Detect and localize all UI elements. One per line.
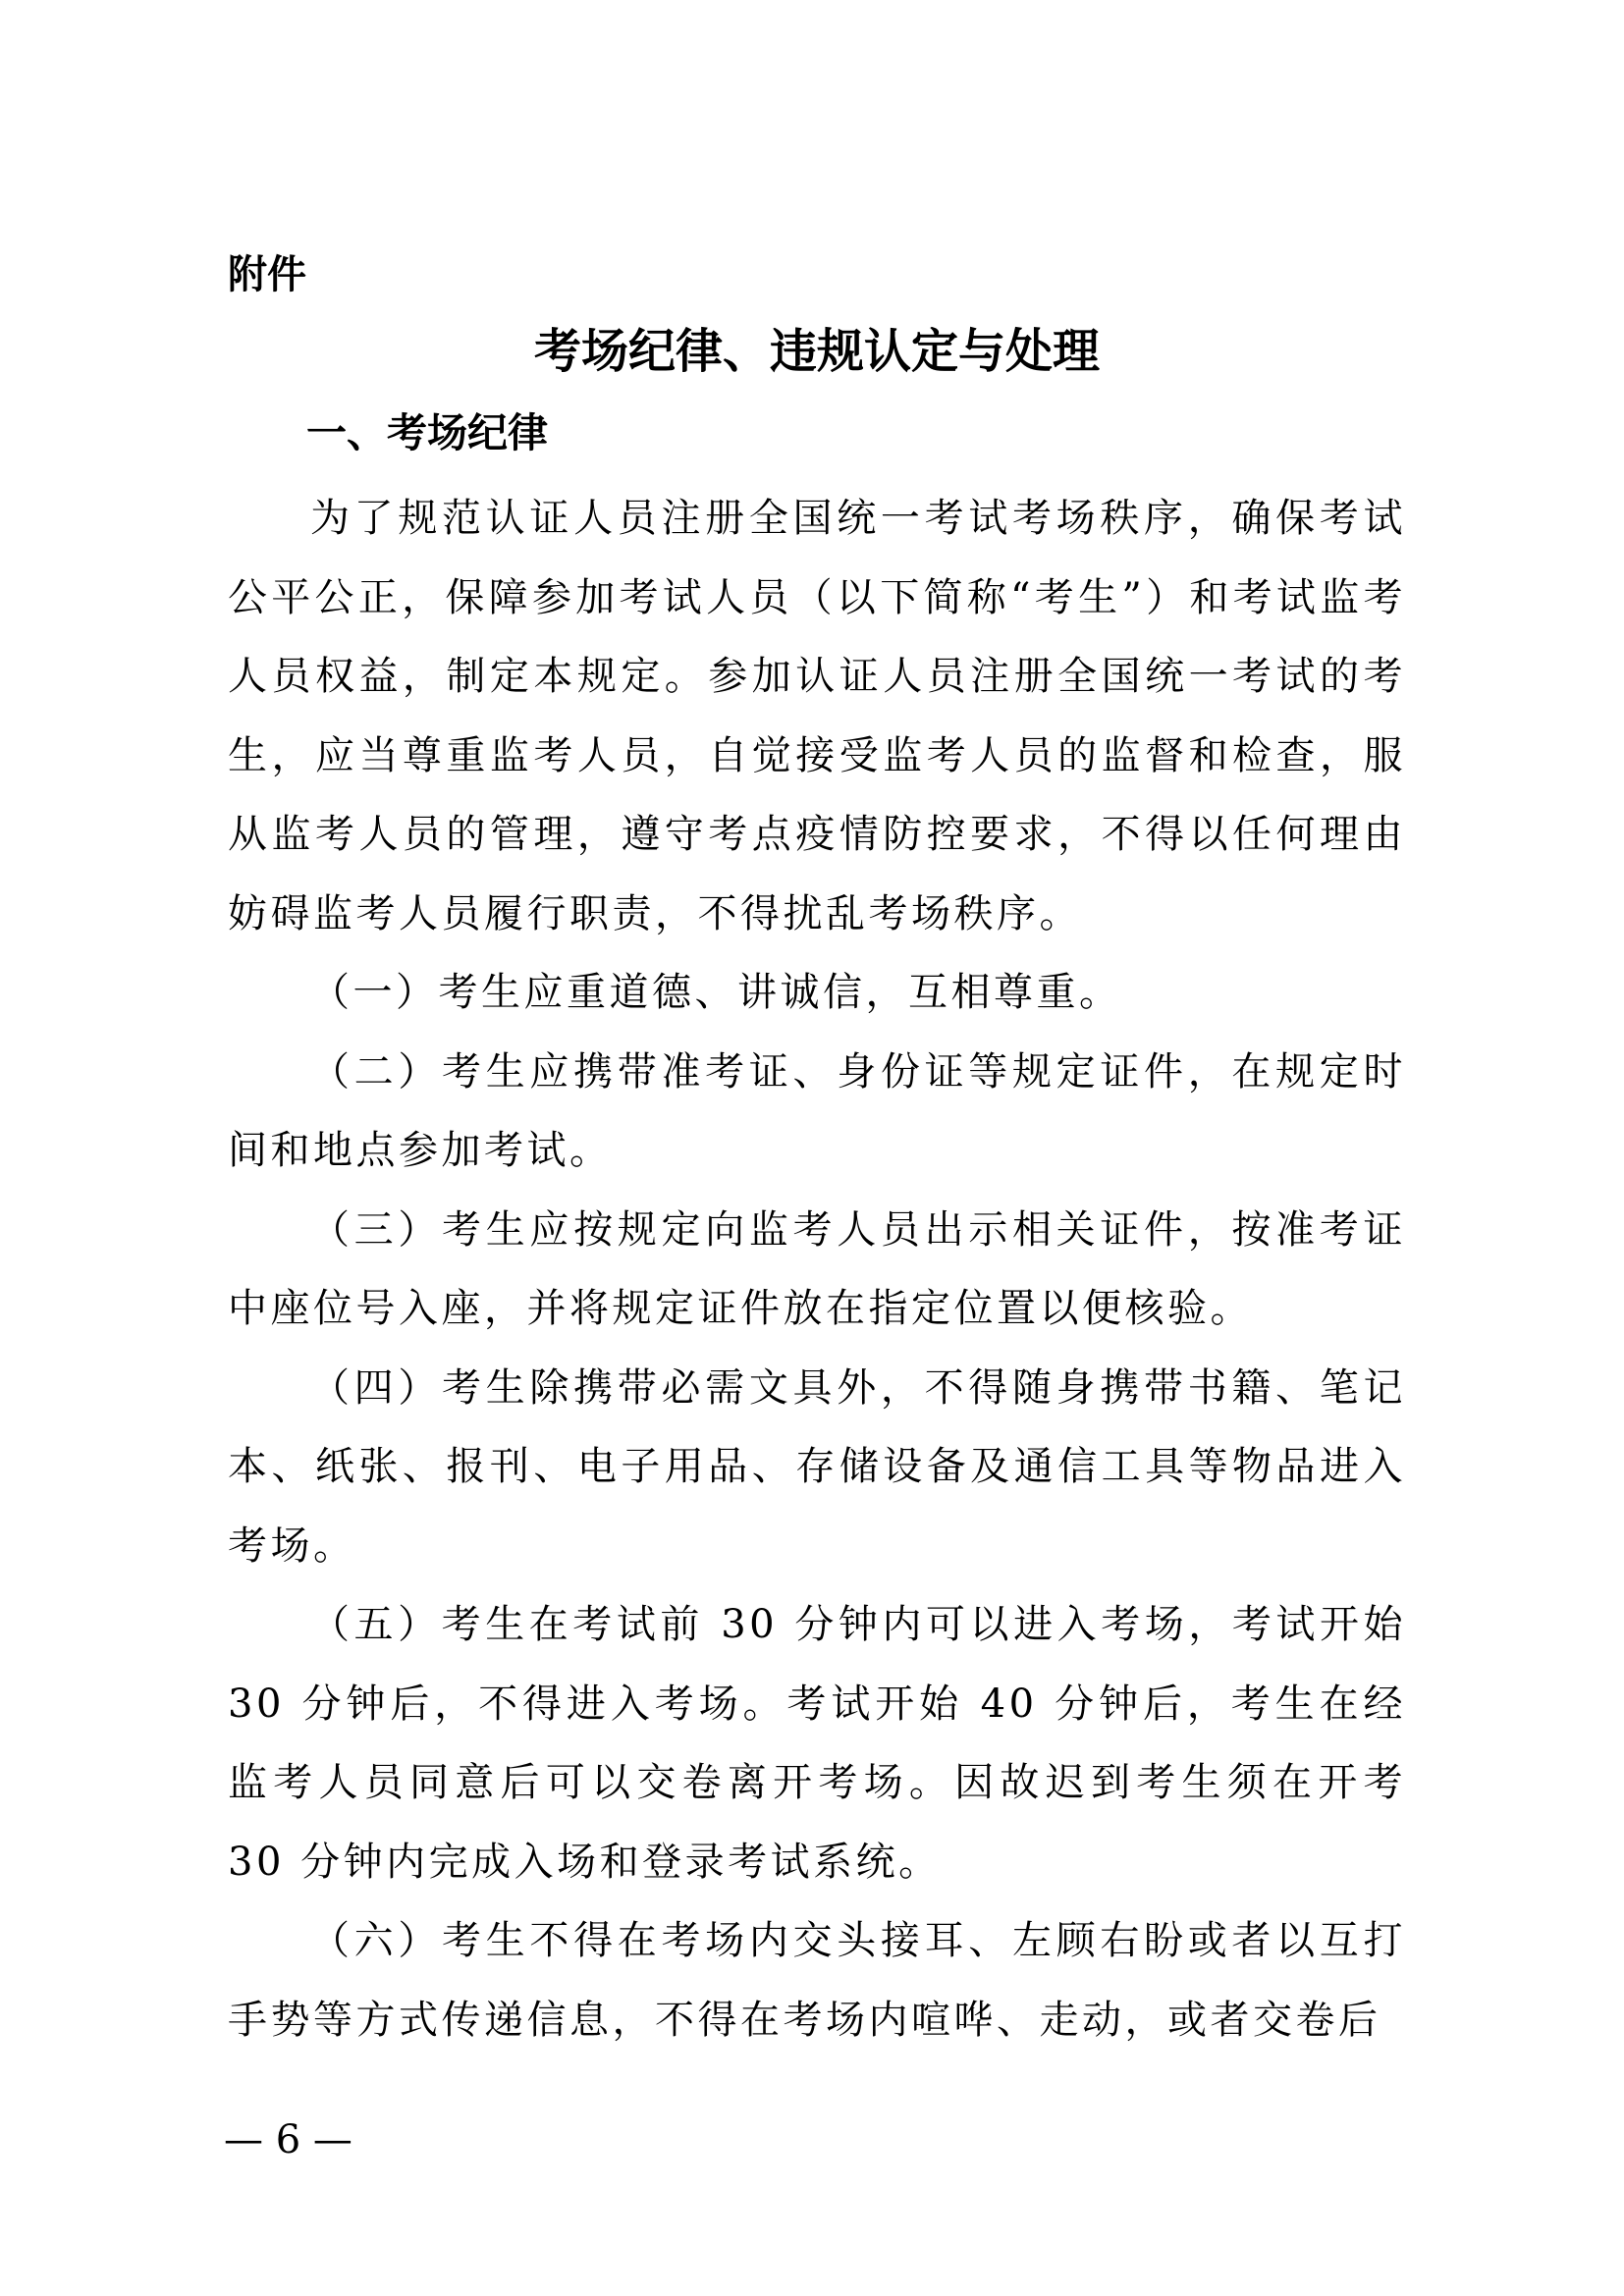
paragraph-item-1: （一）考生应重道德、讲诚信，互相尊重。 xyxy=(310,970,1122,1015)
paragraph-item-5: （五）考生在考试前 30 分钟内可以进入考场，考试开始 30 分钟后，不得进入考场。考试开始 40 分钟后，考生在经监考人员同意后可以交卷离开考场。因故迟到考生须在开考 30 分钟内完成入场和登录考试系统。 xyxy=(228,1602,1406,1885)
document-title: 考场纪律、违规认定与处理 xyxy=(533,324,1100,379)
paragraph-item-3: （三）考生应按规定向监考人员出示相关证件，按准考证中座位号入座，并将规定证件放在指定位置以便核验。 xyxy=(228,1206,1406,1331)
paragraph-item-6: （六）考生不得在考场内交头接耳、左顾右盼或者以互打手势等方式传递信息，不得在考场内喧哗、走动，或者交卷后 xyxy=(228,1918,1406,2043)
section-heading: 一、考场纪律 xyxy=(306,409,548,456)
paragraph-intro: 为了规范认证人员注册全国统一考试考场秩序，确保考试公平公正，保障参加考试人员（以下简称“考生”）和考试监考人员权益，制定本规定。参加认证人员注册全国统一考试的考生，应当尊重监考人员，自觉接受监考人员的监督和检查，服从监考人员的管理，遵守考点疫情防控要求，不得以任何理由妨碍监考人员履行职责，不得扰乱考场秩序。 xyxy=(228,496,1406,936)
attachment-label: 附件 xyxy=(228,252,306,297)
paragraph-item-4: （四）考生除携带必需文具外，不得随身携带书籍、笔记本、纸张、报刊、电子用品、存储设备及通信工具等物品进入考场。 xyxy=(228,1364,1406,1569)
paragraph-item-2: （二）考生应携带准考证、身份证等规定证件，在规定时间和地点参加考试。 xyxy=(228,1048,1406,1173)
page-number: — 6 — xyxy=(224,2117,352,2163)
body-text xyxy=(228,479,1406,2059)
